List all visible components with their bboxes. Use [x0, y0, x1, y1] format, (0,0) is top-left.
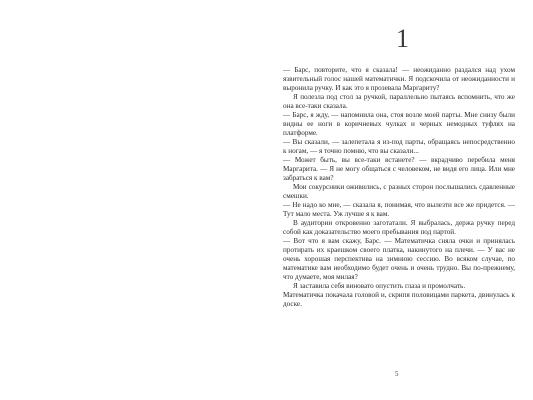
paragraph: — Вы сказали, — залепетала я из-под парты, обращаясь непосредственно к ногам, — я точно помню, что вы сказали... — [283, 138, 515, 155]
paragraph: — Барс, повторите, что я сказала! — неожиданно раздался над ухом язвительный голос нашей математички. Я подскочила от неожиданности и выронила ручку. И как это я прозевала Маргариту? — [283, 66, 515, 92]
paragraph: Математичка покачала головой и, скрипя половицами паркета, двинулась к доске. — [283, 291, 515, 308]
right-page — [266, 0, 533, 400]
page-number: 5 — [395, 370, 399, 378]
paragraph: — Вот что я вам скажу, Барс. — Математичка сняла очки и принялась протирать их краешком своего платка, накинутого на плечи. — У вас не очень хорошая перспектива на зимнюю сессию. Во всяком случае, по математике вам необходимо будет очень и очень трудно. Вы по-прежнему, что думаете, моя милая? — [283, 237, 515, 281]
body-text — [283, 66, 515, 309]
left-page-blank — [0, 0, 266, 400]
paragraph: — Может быть, вы все-таки встанете? — вкрадчиво перебила меня Маргарита. — Я не могу общаться с человеком, не видя его лица. Или мне забраться к вам? — [283, 156, 515, 182]
paragraph: Я полезла под стол за ручкой, параллельно пытаясь вспомнить, что же она все-таки сказала. — [283, 93, 515, 110]
paragraph: Я заставила себя виновато опустить глаза и промолчать. — [293, 282, 466, 290]
paragraph: — Барс, я жду, — напомнила она, стоя возле моей парты. Мне снизу были видны ее ноги в коричневых чулках и черных немодных туфлях на платформе. — [283, 111, 515, 137]
paragraph: Мои сокурсники оживились, с разных сторон послышались сдавленные смешки. — [283, 183, 515, 200]
chapter-number: 1 — [396, 24, 409, 53]
paragraph: В аудитории откровенно заготатали. Я выбралась, держа ручку перед собой как доказательство моего пребывания под партой. — [283, 219, 515, 236]
paragraph: — Не надо ко мне, — сказала я, понимая, что вылезти все же придется. — Тут мало места. Уж лучше я к вам. — [283, 201, 515, 218]
